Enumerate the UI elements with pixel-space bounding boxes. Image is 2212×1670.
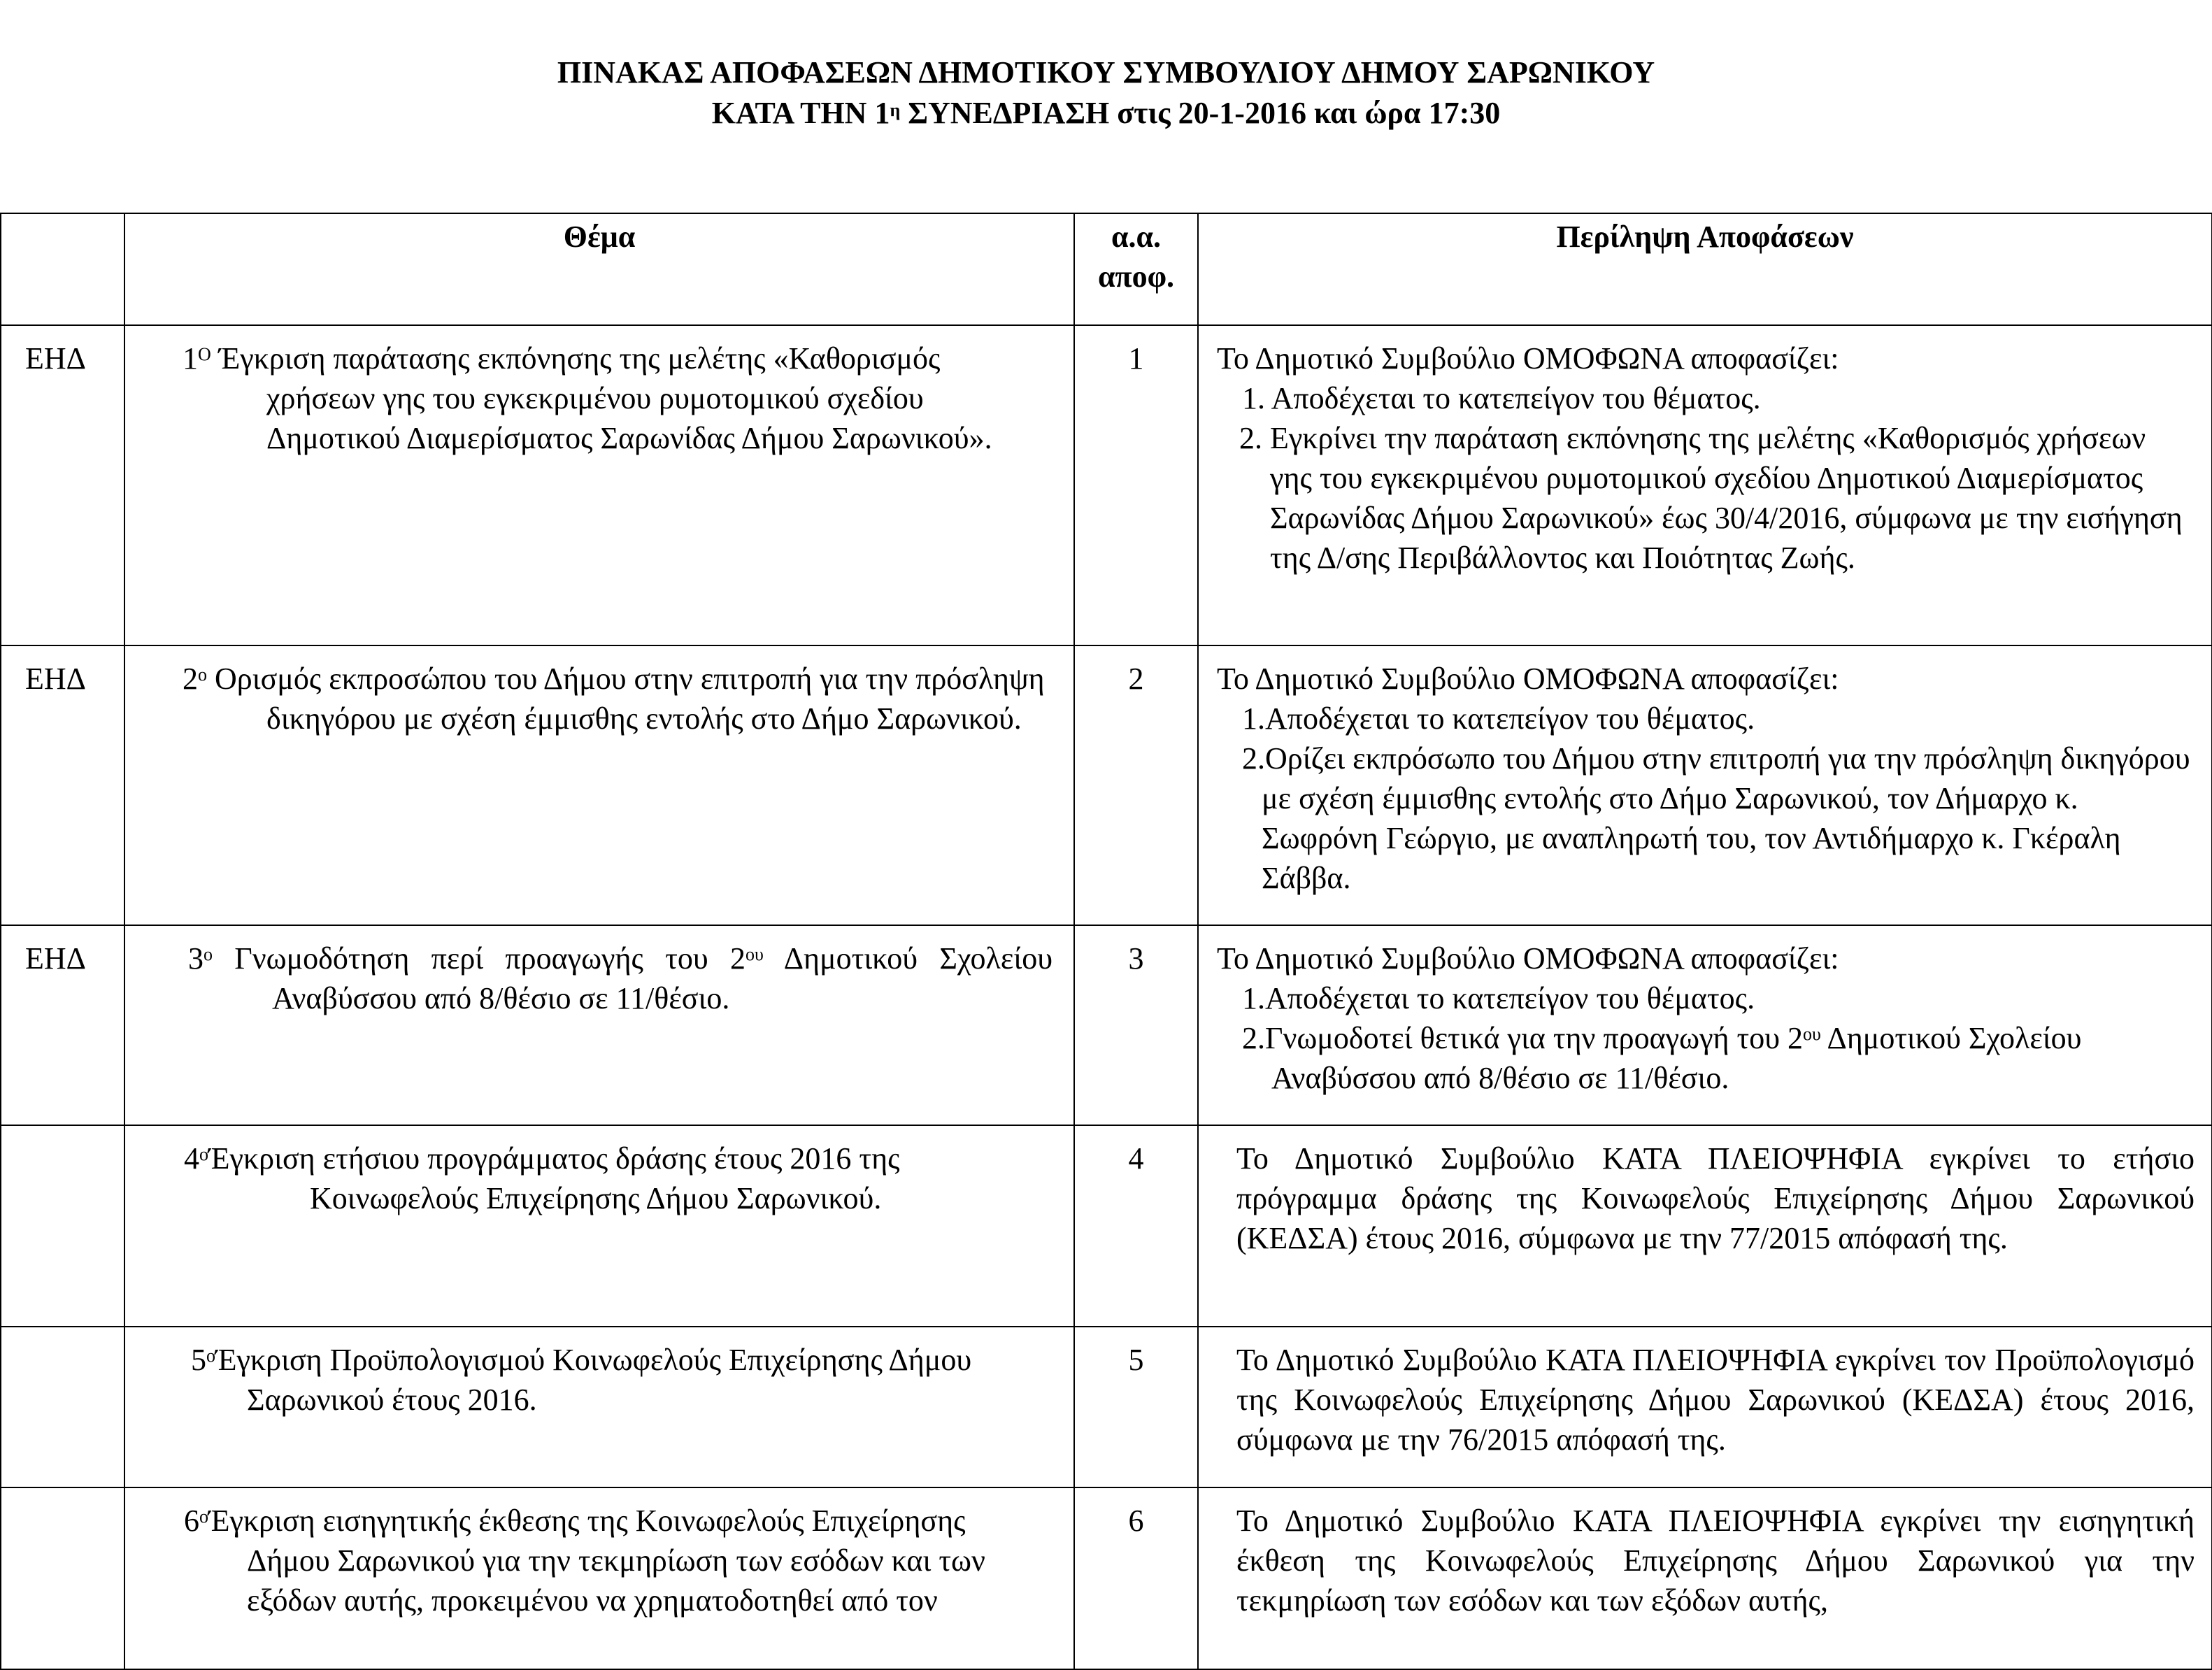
header-summary: Περίληψη Αποφάσεων <box>1198 213 2212 325</box>
table-row <box>1 325 2212 645</box>
topic-text: Ορισμός εκπροσώπου του Δήμου στην επιτροπή για την πρόσληψη δικηγόρου με σχέση έμμισθης εντολής στο Δήμο Σαρωνικού. <box>215 662 1045 736</box>
table-row <box>1 645 2212 925</box>
topic-cell <box>124 645 1074 925</box>
summary-cell <box>1198 1125 2212 1327</box>
summary-cell <box>1198 1327 2212 1487</box>
urgent-tag <box>1 1487 124 1669</box>
urgent-tag: ΕΗΔ <box>1 645 124 925</box>
topic-cell <box>124 1327 1074 1487</box>
header-topic: Θέμα <box>124 213 1074 325</box>
topic-cell <box>124 325 1074 645</box>
decision-number: 5 <box>1074 1327 1198 1487</box>
topic-ordinal: $5^o$ <box>191 1343 215 1377</box>
topic-ordinal: $6^o$ <box>184 1504 208 1538</box>
topic-ordinal: $4^o$ <box>184 1141 208 1176</box>
topic-cell <box>124 925 1074 1125</box>
summary-item: 2. Εγκρίνει την παράταση εκπόνησης της μελέτης «Καθορισμός χρήσεων γης του εγκεκριμένου ρυμοτομικού σχεδίου Δημοτικού Διαμερίσματος Σαρωνίδας Δήμου Σαρωνικού» έως 30/4/2016, σύμφωνα με την εισήγηση της Δ/σης Περιβάλλοντος και Ποιότητας Ζωής. <box>1239 421 2183 575</box>
summary-cell <box>1198 1487 2212 1669</box>
summary-text: Το Δημοτικό Συμβούλιο ΚΑΤΑ ΠΛΕΙΟΨΗΦΙΑ εγκρίνει την εισηγητική έκθεση της Κοινωφελούς Επιχείρησης Δήμου Σαρωνικού για την τεκμηρίωση των εσόδων και των εξόδων αυτής, <box>1236 1504 2195 1618</box>
topic-text: Έγκριση ετήσιου προγράμματος δράσης έτους 2016 της Κοινωφελούς Επιχείρησης Δήμου Σαρωνικού. <box>208 1141 900 1215</box>
topic-text: Έγκριση Προϋπολογισμού Κοινωφελούς Επιχείρησης Δήμου Σαρωνικού έτους 2016. <box>215 1343 972 1417</box>
summary-intro: Το Δημοτικό Συμβούλιο ΟΜΟΦΩΝΑ αποφασίζει: <box>1217 941 1839 976</box>
summary-intro: Το Δημοτικό Συμβούλιο ΟΜΟΦΩΝΑ αποφασίζει: <box>1217 341 1839 376</box>
topic-text: Έγκριση εισηγητικής έκθεσης της Κοινωφελούς Επιχείρησης Δήμου Σαρωνικού για την τεκμηρίωση των εσόδων και των εξόδων αυτής, προκειμένου να χρηματοδοτηθεί από τον <box>208 1504 985 1618</box>
topic-ordinal: $3^o$ <box>188 941 213 976</box>
summary-intro: Το Δημοτικό Συμβούλιο ΟΜΟΦΩΝΑ αποφασίζει: <box>1217 662 1839 696</box>
decision-number: 4 <box>1074 1125 1198 1327</box>
header-decision-number: α.α. αποφ. <box>1074 213 1198 325</box>
table-row <box>1 1327 2212 1487</box>
urgent-tag: ΕΗΔ <box>1 925 124 1125</box>
session-subtitle: ΚΑΤΑ ΤΗΝ $1^\eta$ ΣΥΝΕΔΡΙΑΣΗ στις 20-1-2016 και ώρα 17:30 <box>711 96 1501 130</box>
table-row <box>1 925 2212 1125</box>
decision-number: 2 <box>1074 645 1198 925</box>
topic-text: Γνωμοδότηση περί προαγωγής του $2^{o\upsilon}$ Δημοτικού Σχολείου Αναβύσσου από 8/θέσιο σε 11/θέσιο. <box>234 941 1053 1015</box>
header-cell-blank <box>1 213 124 325</box>
summary-item: 2.Ορίζει εκπρόσωπο του Δήμου στην επιτροπή για την πρόσληψη δικηγόρου με σχέση έμμισθης εντολής στο Δήμο Σαρωνικού, τον Δήμαρχο κ. Σωφρόνη Γεώργιο, με αναπληρωτή του, τον Αντιδήμαρχο κ. Γκέραλη Σάββα. <box>1242 741 2190 895</box>
urgent-tag: ΕΗΔ <box>1 325 124 645</box>
summary-item: 1. Αποδέχεται το κατεπείγον του θέματος. <box>1242 381 1761 415</box>
summary-item: 2.Γνωμοδοτεί θετικά για την προαγωγή του $2^{o\upsilon}$ Δημοτικού Σχολείου Αναβύσσου από 8/θέσιο σε 11/θέσιο. <box>1242 1021 2082 1095</box>
summary-cell <box>1198 645 2212 925</box>
topic-cell <box>124 1487 1074 1669</box>
topic-ordinal: $2^o$ <box>183 662 207 696</box>
urgent-tag <box>1 1327 124 1487</box>
topic-ordinal: $1^O$ <box>183 341 211 376</box>
decisions-table <box>0 213 2212 1670</box>
urgent-tag <box>1 1125 124 1327</box>
table-row <box>1 1487 2212 1669</box>
decision-number: 1 <box>1074 325 1198 645</box>
summary-item: 1.Αποδέχεται το κατεπείγον του θέματος. <box>1242 701 1755 736</box>
topic-cell <box>124 1125 1074 1327</box>
decision-number: 6 <box>1074 1487 1198 1669</box>
summary-text: Το Δημοτικό Συμβούλιο ΚΑΤΑ ΠΛΕΙΟΨΗΦΙΑ εγκρίνει τον Προϋπολογισμό της Κοινωφελούς Επιχείρησης Δήμου Σαρωνικού (ΚΕΔΣΑ) έτους 2016, σύμφωνα με την 76/2015 απόφασή της. <box>1236 1343 2195 1457</box>
document-title: ΠΙΝΑΚΑΣ ΑΠΟΦΑΣΕΩΝ ΔΗΜΟΤΙΚΟΥ ΣΥΜΒΟΥΛΙΟΥ ΔΗΜΟΥ ΣΑΡΩΝΙΚΟΥ <box>557 55 1655 90</box>
summary-cell <box>1198 925 2212 1125</box>
decision-number: 3 <box>1074 925 1198 1125</box>
summary-item: 1.Αποδέχεται το κατεπείγον του θέματος. <box>1242 981 1755 1015</box>
summary-cell <box>1198 325 2212 645</box>
table-row <box>1 1125 2212 1327</box>
topic-text: Έγκριση παράτασης εκπόνησης της μελέτης «Καθορισμός χρήσεων γης του εγκεκριμένου ρυμοτομικού σχεδίου Δημοτικού Διαμερίσματος Σαρωνίδας Δήμου Σαρωνικού». <box>218 341 992 455</box>
table-header-row <box>1 213 2212 325</box>
summary-text: Το Δημοτικό Συμβούλιο ΚΑΤΑ ΠΛΕΙΟΨΗΦΙΑ εγκρίνει το ετήσιο πρόγραμμα δράσης της Κοινωφελούς Επιχείρησης Δήμου Σαρωνικού (ΚΕΔΣΑ) έτους 2016, σύμφωνα με την 77/2015 απόφασή της. <box>1236 1141 2195 1255</box>
